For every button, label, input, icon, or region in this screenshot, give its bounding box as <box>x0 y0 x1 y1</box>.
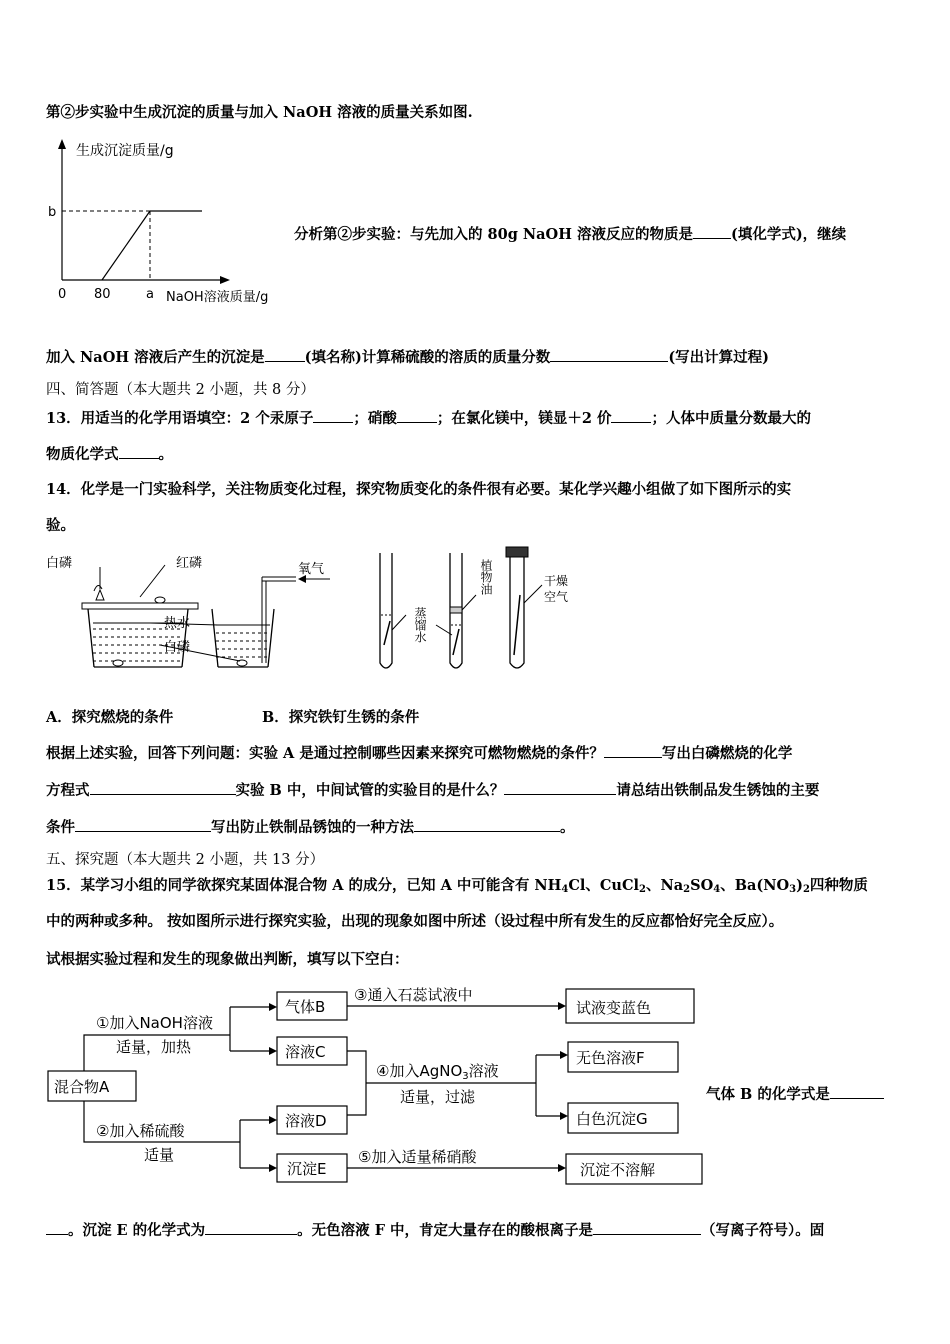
q15-final-line: 。沉淀 E 的化学式为 。无色溶液 F 中，肯定大量存在的酸根离子是 （写离子符号）。固 <box>46 1220 824 1241</box>
tick-b: b <box>48 205 57 220</box>
analysis-line: 分析第②步实验：与先加入的 80g NaOH 溶液反应的物质是 (填化学式)，继续 <box>294 226 847 243</box>
tick-0: 0 <box>58 287 67 302</box>
test-tube-2 <box>436 553 476 668</box>
flow-step3: ③通入石蕊试液中 <box>354 986 473 1004</box>
experiment-figure <box>40 545 600 680</box>
x-axis-label: NaOH溶液质量/g <box>166 290 269 305</box>
tick-a: a <box>146 287 154 302</box>
label-white-p: 白磷 <box>46 556 73 571</box>
option-b: B．探究铁钉生锈的条件 <box>262 709 420 726</box>
flow-step1a: ①加入NaOH溶液 <box>96 1014 213 1032</box>
flow-chart <box>40 978 720 1193</box>
flow-step4c: 适量，过滤 <box>400 1088 476 1106</box>
label-hot-water: 热水 <box>164 616 191 631</box>
gas-b-question: 气体 B 的化学式是 <box>706 1084 884 1105</box>
section-5-heading: 五、探究题（本大题共 2 小题，共 13 分） <box>46 852 325 868</box>
flow-step2b: 适量 <box>144 1146 175 1164</box>
x-axis-arrow <box>220 276 230 284</box>
q15-line-2: 中的两种或多种。 按如图所示进行探究实验，出现的现象如图中所述（设过程中所有发生的反应都恰好完全反应）。 <box>46 913 784 930</box>
q13-line-1: 13．用适当的化学用语填空：2 个汞原子 ；硝酸 ；在氯化镁中，镁显＋2 价 ；人体中质量分数最大的 <box>46 410 811 427</box>
q14-question-1: 根据上述实验，回答下列问题：实验 A 是通过控制哪些因素来探究可燃物燃烧的条件？ 写出白磷燃烧的化学 <box>46 745 793 762</box>
flow-step2a: ②加入稀硫酸 <box>96 1122 185 1140</box>
test-tube-3 <box>506 547 542 668</box>
q14-line-1: 14．化学是一门实验科学，关注物质变化过程，探究物质变化的条件很有必要。某化学兴趣小组做了如下图所示的实 <box>46 481 792 498</box>
label-veg-oil: 植物油 <box>479 559 493 595</box>
flow-step4: ④加入AgNO$_3$溶液 <box>376 1062 499 1082</box>
y-axis-label: 生成沉淀质量/g <box>76 143 174 159</box>
flow-insoluble: 沉淀不溶解 <box>580 1161 656 1179</box>
flow-step1b: 适量，加热 <box>116 1038 192 1056</box>
flow-blue: 试液变蓝色 <box>576 999 652 1017</box>
y-axis-arrow <box>58 139 66 149</box>
label-distilled: 蒸馏水 <box>413 607 427 643</box>
flow-gas-b: 气体B <box>285 998 326 1016</box>
q12-line: 加入 NaOH 溶液后产生的沉淀是 (填名称)计算稀硫酸的溶质的质量分数 (写出计算过程) <box>46 349 770 366</box>
q13-line-2: 物质化学式 。 <box>46 446 173 463</box>
rising-segment <box>102 211 150 280</box>
precipitate-graph <box>40 135 300 315</box>
label-white-p2: 白磷 <box>164 640 191 655</box>
label-oxygen: 氧气 <box>298 562 325 577</box>
flow-prec-e: 沉淀E <box>287 1160 327 1178</box>
flow-step5: ⑤加入适量稀硝酸 <box>358 1148 477 1166</box>
flow-sol-d: 溶液D <box>285 1112 327 1130</box>
label-red-p: 红磷 <box>176 556 203 571</box>
flow-sol-c: 溶液C <box>285 1043 326 1061</box>
q15-line-1: 15．某学习小组的同学欲探究某固体混合物 A 的成分，已知 A 中可能含有 $NH_4Cl$、CuCl$_2$、$Na_2SO_4$、$Ba(NO_3)_2$四种物质 <box>46 877 868 895</box>
section-4-heading: 四、简答题（本大题共 2 小题，共 8 分） <box>46 382 315 398</box>
label-dry-air-2: 空气 <box>544 590 569 604</box>
tick-80: 80 <box>94 287 111 302</box>
q15-line-3: 试根据实验过程和发生的现象做出判断，填写以下空白： <box>46 951 409 968</box>
flow-mixture: 混合物A <box>54 1078 110 1096</box>
q14-question-2: 方程式 实验 B 中，中间试管的实验目的是什么？ 请总结出铁制品发生锈蚀的主要 <box>46 782 820 799</box>
test-tube-1 <box>380 553 406 668</box>
flow-colorless: 无色溶液F <box>576 1049 645 1067</box>
option-a: A．探究燃烧的条件 <box>46 709 174 726</box>
q14-question-3: 条件 写出防止铁制品锈蚀的一种方法 。 <box>46 819 575 836</box>
label-dry-air-1: 干燥 <box>544 574 569 588</box>
q14-line-2: 验。 <box>46 517 75 534</box>
flow-white-g: 白色沉淀G <box>576 1110 648 1128</box>
graph-intro: 第②步实验中生成沉淀的质量与加入 NaOH 溶液的质量关系如图. <box>46 104 473 121</box>
